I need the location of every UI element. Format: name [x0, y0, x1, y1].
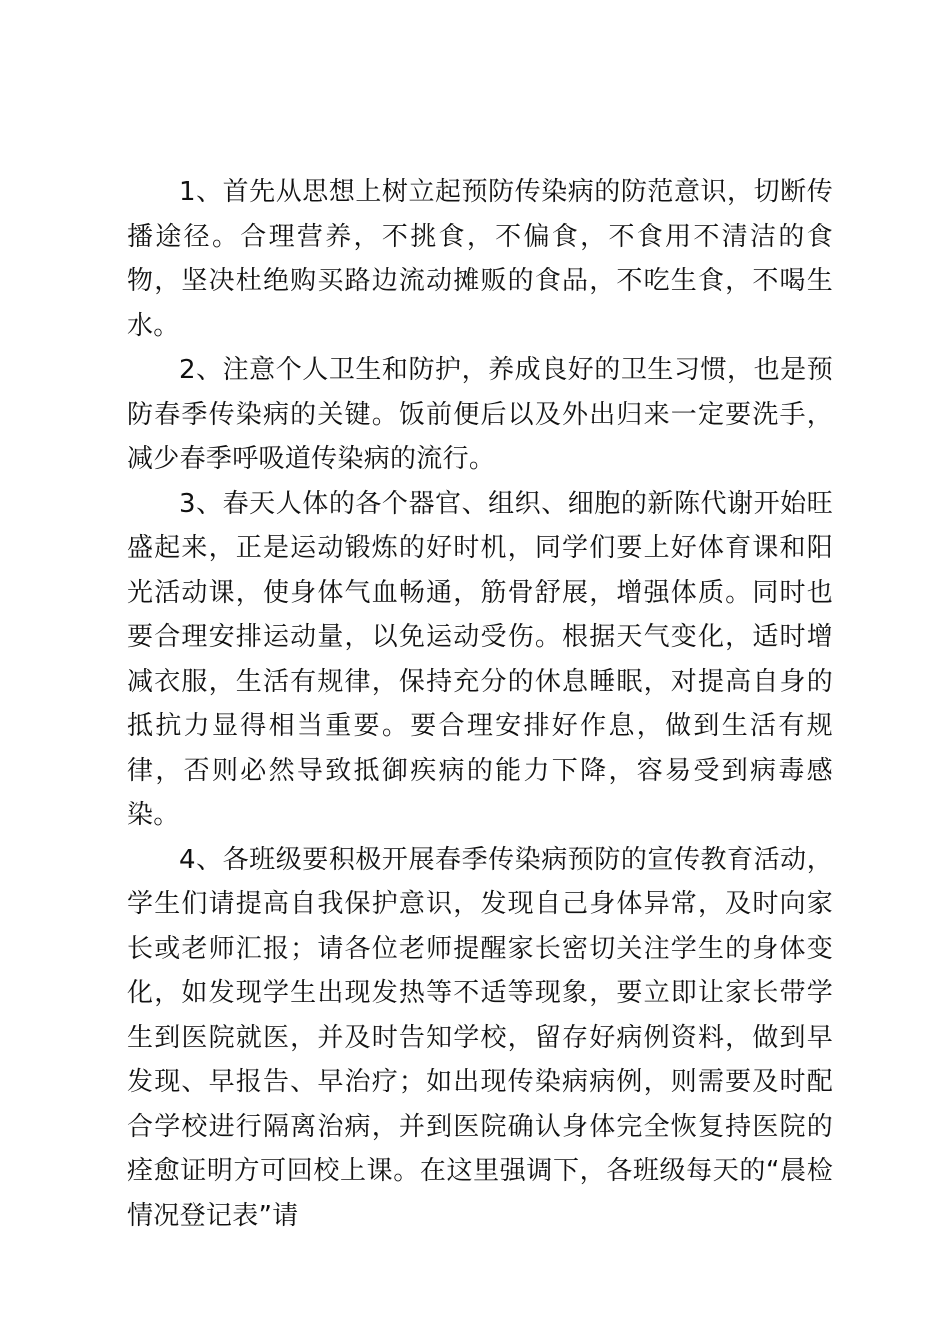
document-body — [127, 170, 833, 1238]
paragraph-1: 1、首先从思想上树立起预防传染病的防范意识，切断传播途径。合理营养，不挑食，不偏食，不食用不清洁的食物，坚决杜绝购买路边流动摊贩的食品，不吃生食，不喝生水。 — [127, 177, 833, 341]
paragraph-3: 3、春天人体的各个器官、组织、细胞的新陈代谢开始旺盛起来，正是运动锻炼的好时机，同学们要上好体育课和阳光活动课，使身体气血畅通，筋骨舒展，增强体质。同时也要合理安排运动量，以免运动受伤。根据天气变化，适时增减衣服，生活有规律，保持充分的休息睡眠，对提高自身的抵抗力显得相当重要。要合理安排好作息，做到生活有规律，否则必然导致抵御疾病的能力下降，容易受到病毒感染。 — [127, 488, 833, 830]
paragraph-4: 4、各班级要积极开展春季传染病预防的宣传教育活动，学生们请提高自我保护意识，发现自己身体异常，及时向家长或老师汇报；请各位老师提醒家长密切关注学生的身体变化，如发现学生出现发热等不适等现象，要立即让家长带学生到医院就医，并及时告知学校，留存好病例资料，做到早发现、早报告、早治疗；如出现传染病病例，则需要及时配合学校进行隔离治病，并到医院确认身体完全恢复持医院的痊愈证明方可回校上课。在这里强调下，各班级每天的“晨检情况登记表”请 — [127, 844, 833, 1231]
paragraph-2: 2、注意个人卫生和防护，养成良好的卫生习惯，也是预防春季传染病的关键。饭前便后以及外出归来一定要洗手，减少春季呼吸道传染病的流行。 — [127, 355, 833, 474]
